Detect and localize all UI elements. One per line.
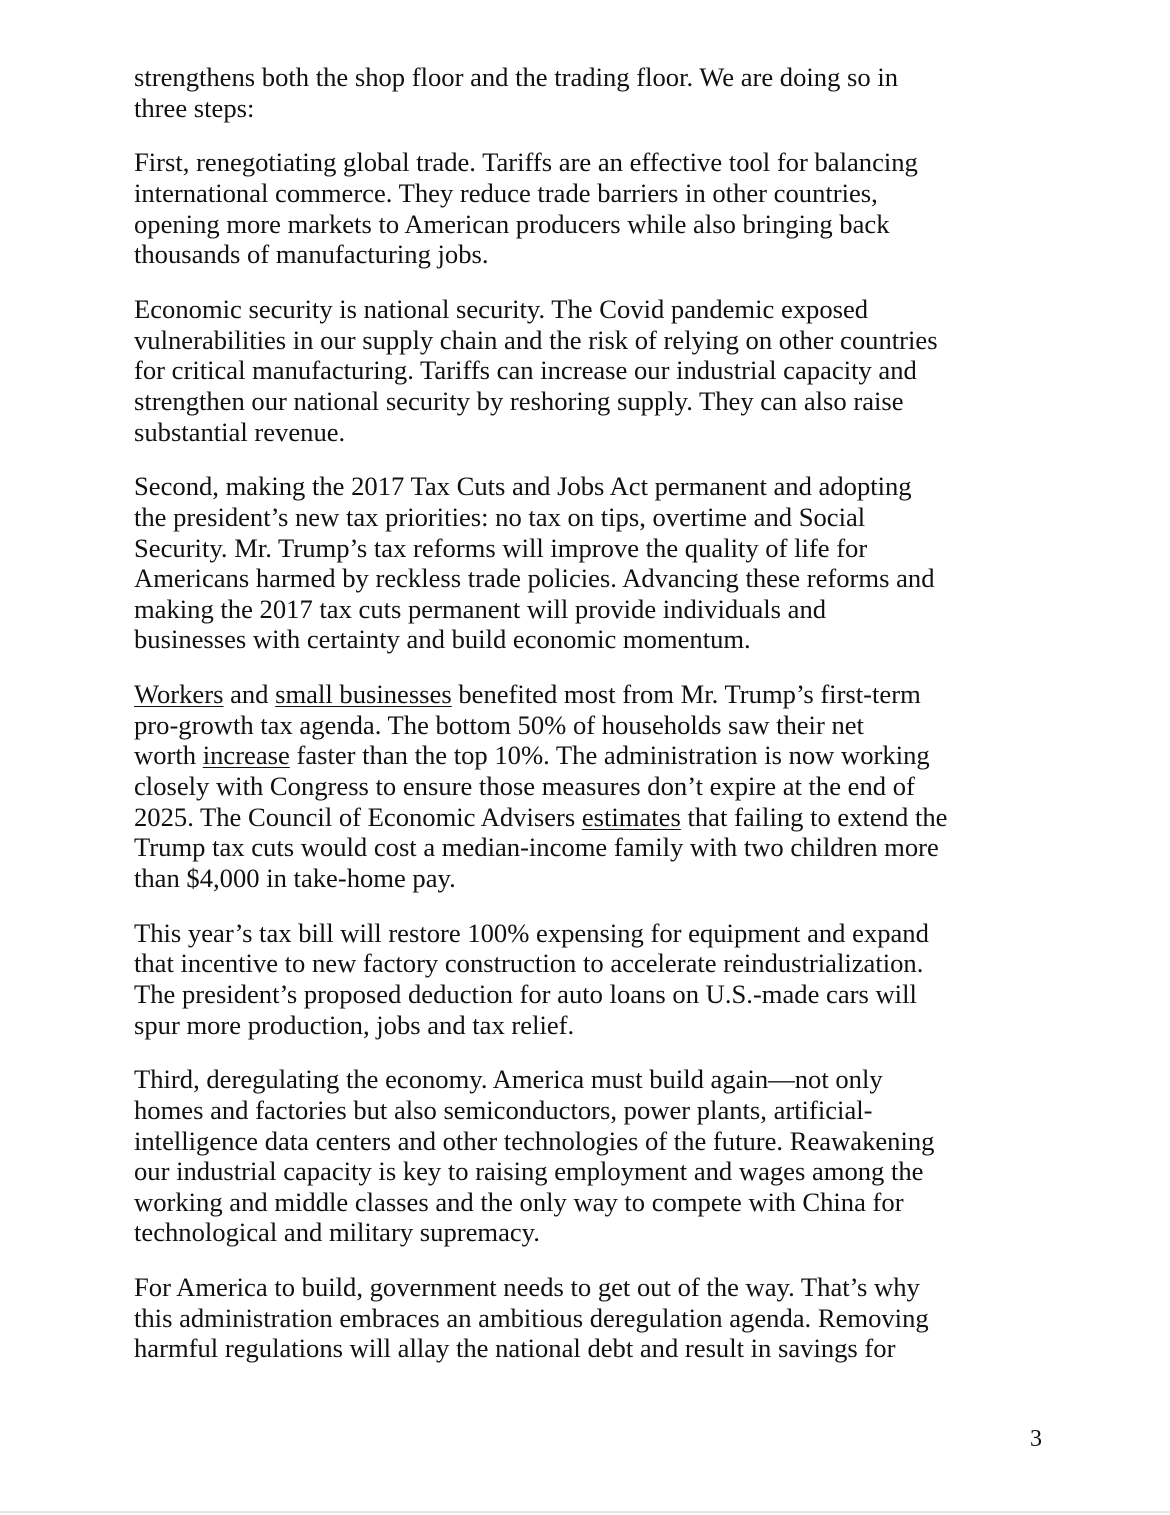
paragraph-intro xyxy=(134,62,1054,123)
paragraph-economic-security xyxy=(134,294,1054,447)
text-fragment: and xyxy=(223,679,276,710)
text-line: than $4,000 in take-home pay. xyxy=(134,862,456,893)
text-line: harmful regulations will allay the national debt and result in savings for xyxy=(134,1333,896,1364)
text-line: spur more production, jobs and tax relief. xyxy=(134,1009,575,1040)
text-line: strengthens both the shop floor and the trading floor. We are doing so in xyxy=(134,62,899,92)
text-fragment: that failing to extend the xyxy=(680,801,948,832)
page-number: 3 xyxy=(1030,1426,1042,1452)
text-line: the president’s new tax priorities: no tax on tips, overtime and Social xyxy=(134,502,866,533)
text-line: intelligence data centers and other technologies of the future. Reawakening xyxy=(134,1125,935,1156)
text-fragment: benefited most from Mr. Trump’s first-term xyxy=(451,679,921,710)
estimates-link[interactable]: estimates xyxy=(581,801,681,832)
paragraph-deregulating xyxy=(134,1064,1054,1248)
paragraph-tax-bill xyxy=(134,918,1054,1040)
text-line: working and middle classes and the only way to compete with China for xyxy=(134,1186,904,1217)
text-line: For America to build, government needs to get out of the way. That’s why xyxy=(134,1272,920,1303)
text-line: making the 2017 tax cuts permanent will provide individuals and xyxy=(134,593,827,624)
text-line: strengthen our national security by reshoring supply. They can also raise xyxy=(134,385,904,416)
text-line: substantial revenue. xyxy=(134,416,346,447)
text-line: three steps: xyxy=(134,92,255,123)
text-line: Economic security is national security. The Covid pandemic exposed xyxy=(134,294,869,325)
text-line xyxy=(134,802,1054,833)
text-line: technological and military supremacy. xyxy=(134,1217,540,1248)
text-line: this administration embraces an ambitious deregulation agenda. Removing xyxy=(134,1302,929,1333)
paragraph-government-out-of-way xyxy=(134,1272,1054,1364)
text-line: international commerce. They reduce trade barriers in other countries, xyxy=(134,178,878,209)
increase-link[interactable]: increase xyxy=(202,740,290,771)
text-line: businesses with certainty and build economic momentum. xyxy=(134,624,751,655)
text-line: Trump tax cuts would cost a median-income family with two children more xyxy=(134,832,939,863)
text-line: closely with Congress to ensure those measures don’t expire at the end of xyxy=(134,771,915,802)
text-line: that incentive to new factory construction to accelerate reindustrialization. xyxy=(134,948,924,979)
text-line xyxy=(134,740,1054,771)
text-line: homes and factories but also semiconductors, power plants, artificial- xyxy=(134,1095,873,1125)
text-line xyxy=(134,679,1054,710)
text-line: The president’s proposed deduction for auto loans on U.S.-made cars will xyxy=(134,978,917,1009)
paragraph-renegotiating-trade xyxy=(134,147,1054,269)
text-line: Second, making the 2017 Tax Cuts and Jobs Act permanent and adopting xyxy=(134,471,912,502)
text-line: This year’s tax bill will restore 100% expensing for equipment and expand xyxy=(134,917,929,948)
text-fragment: faster than the top 10%. The administration is now working xyxy=(289,740,930,771)
text-line: pro-growth tax agenda. The bottom 50% of households saw their net xyxy=(134,709,864,740)
text-line: Third, deregulating the economy. America must build again—not only xyxy=(134,1064,883,1095)
body-text xyxy=(134,62,1054,1388)
text-line: our industrial capacity is key to raising employment and wages among the xyxy=(134,1156,924,1187)
text-fragment: 2025. The Council of Economic Advisers xyxy=(134,801,582,832)
small-businesses-link[interactable]: small businesses xyxy=(275,679,452,710)
text-line: for critical manufacturing. Tariffs can increase our industrial capacity and xyxy=(134,355,917,386)
text-line: opening more markets to American producers while also bringing back xyxy=(134,208,890,239)
paragraph-tax-cuts xyxy=(134,471,1054,655)
text-fragment: worth xyxy=(134,740,203,771)
text-line: Security. Mr. Trump’s tax reforms will improve the quality of life for xyxy=(134,532,868,563)
text-line: First, renegotiating global trade. Tariffs are an effective tool for balancing xyxy=(134,147,918,178)
workers-link[interactable]: Workers xyxy=(134,679,224,710)
paragraph-workers-benefited xyxy=(134,679,1054,893)
text-line: thousands of manufacturing jobs. xyxy=(134,239,489,270)
text-line: Americans harmed by reckless trade policies. Advancing these reforms and xyxy=(134,563,935,594)
text-line: vulnerabilities in our supply chain and the risk of relying on other countries xyxy=(134,324,938,355)
page-bottom-divider xyxy=(0,1511,1170,1513)
